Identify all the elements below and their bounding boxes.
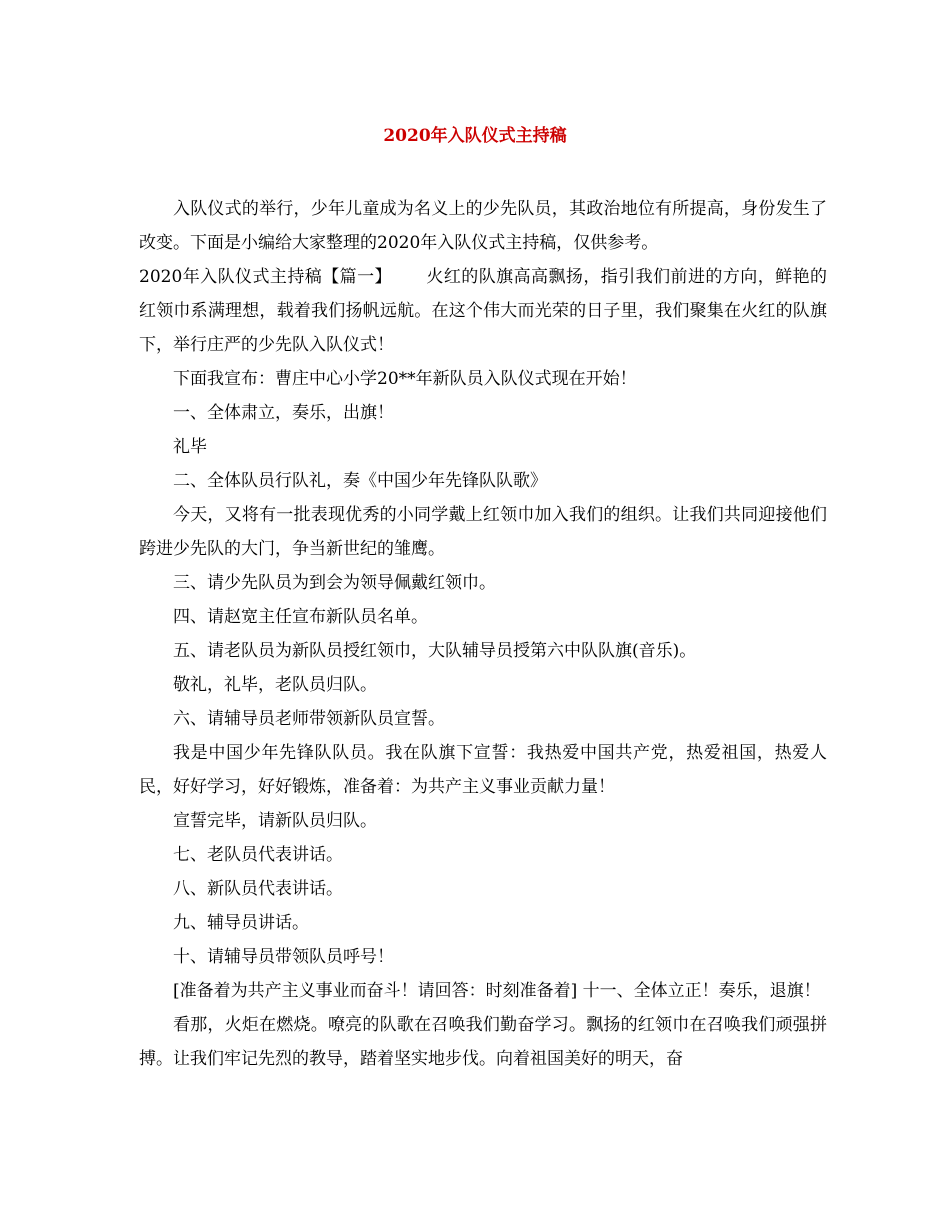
paragraph xyxy=(139,260,827,362)
paragraph-text: 宣誓完毕，请新队员归队。 xyxy=(173,811,377,831)
paragraph xyxy=(139,702,827,736)
paragraph-text: 三、请少先队员为到会为领导佩戴红领巾。 xyxy=(173,573,496,593)
paragraph-text: 入队仪式的举行，少年儿童成为名义上的少先队员，其政治地位有所提高，身份发生了改变。下面是小编给大家整理的2020年入队仪式主持稿，仅供参考。 xyxy=(139,199,827,253)
paragraph xyxy=(139,600,827,634)
paragraph-text: 看那，火炬在燃烧。嘹亮的队歌在召唤我们勤奋学习。飘扬的红领巾在召唤我们顽强拼搏。让我们牢记先烈的教导，踏着坚实地步伐。向着祖国美好的明天，奋 xyxy=(139,1015,827,1069)
document-title: 2020年入队仪式主持稿 xyxy=(383,126,567,146)
paragraph xyxy=(139,566,827,600)
paragraph-text: 火红的队旗高高飘扬，指引我们前进的方向，鲜艳的红领巾系满理想，载着我们扬帆远航。在这个伟大而光荣的日子里，我们聚集在火红的队旗下，举行庄严的少先队入队仪式！ xyxy=(139,267,828,355)
paragraph-text: 十、请辅导员带领队员呼号！ xyxy=(173,947,394,967)
paragraph xyxy=(139,804,827,838)
paragraph xyxy=(139,906,827,940)
section-heading: 2020年入队仪式主持稿【篇一】 xyxy=(139,267,392,287)
paragraph xyxy=(139,736,827,804)
paragraph-text: 敬礼，礼毕，老队员归队。 xyxy=(173,675,377,695)
paragraph-text: 今天，又将有一批表现优秀的小同学戴上红领巾加入我们的组织。让我们共同迎接他们跨进少先队的大门，争当新世纪的雏鹰。 xyxy=(139,505,827,559)
paragraph-text: 八、新队员代表讲话。 xyxy=(173,879,343,899)
paragraph xyxy=(139,430,827,464)
paragraph-text: 六、请辅导员老师带领新队员宣誓。 xyxy=(173,709,445,729)
paragraph xyxy=(139,940,827,974)
paragraph xyxy=(139,634,827,668)
paragraph xyxy=(139,396,827,430)
paragraph-text: 下面我宣布：曹庄中心小学20**年新队员入队仪式现在开始！ xyxy=(173,369,637,389)
paragraph xyxy=(139,498,827,566)
paragraph-text: 二、全体队员行队礼，奏《中国少年先锋队队歌》 xyxy=(173,471,547,491)
paragraph-text: 七、老队员代表讲话。 xyxy=(173,845,343,865)
paragraph-text: 一、全体肃立，奏乐，出旗！ xyxy=(173,403,394,423)
paragraph-text: 九、辅导员讲话。 xyxy=(173,913,309,933)
paragraph-text: [准备着为共产主义事业而奋斗！请回答：时刻准备着] 十一、全体立正！奏乐，退旗！ xyxy=(173,981,821,1001)
paragraph xyxy=(139,362,827,396)
paragraph xyxy=(139,192,827,260)
document-body xyxy=(139,192,827,1076)
paragraph xyxy=(139,974,827,1008)
paragraph-text: 礼毕 xyxy=(173,437,207,457)
paragraph-text: 我是中国少年先锋队队员。我在队旗下宣誓：我热爱中国共产党，热爱祖国，热爱人民，好好学习，好好锻炼，准备着：为共产主义事业贡献力量！ xyxy=(139,743,827,797)
paragraph xyxy=(139,464,827,498)
paragraph xyxy=(139,1008,827,1076)
paragraph xyxy=(139,668,827,702)
paragraph xyxy=(139,838,827,872)
paragraph xyxy=(139,872,827,906)
paragraph-text: 五、请老队员为新队员授红领巾，大队辅导员授第六中队队旗(音乐)。 xyxy=(173,641,697,661)
paragraph-text: 四、请赵宽主任宣布新队员名单。 xyxy=(173,607,428,627)
